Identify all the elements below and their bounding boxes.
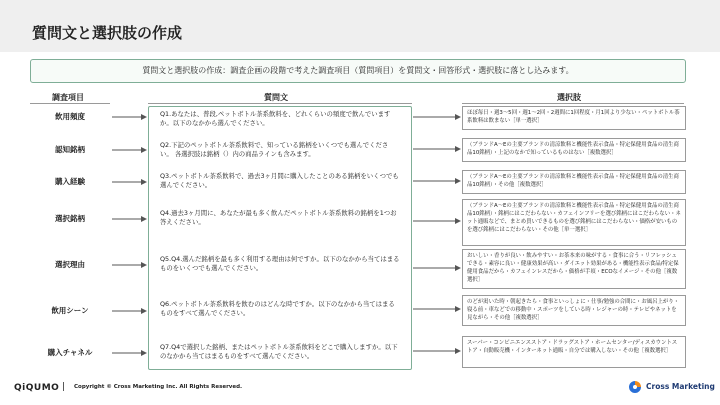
question-text: Q5.Q4.選んだ銘柄を最も多く利用する理由は何ですか。以下のなかから当てはまるものをいくつでも選んでください。 — [160, 255, 400, 272]
option-text: のどが渇いた時・朝起きたら・食事といっしょに・仕事/勉強の合間に・お風呂上がり・寝る前・車などでの移動中・スポーツをしている時・レジャーの時・テレビやネットを見ながら・その他［複数選択］ — [467, 299, 680, 321]
cross-marketing-logo-icon — [628, 380, 642, 394]
question-text: Q4.過去3ヶ月間に、あなたが最も多く飲んだペットボトル茶系飲料の銘柄を1つお答えください。 — [160, 209, 397, 226]
question-text: Q1.あなたは、普段,ペットボトル茶系飲料を、どれくらいの頻度で飲んでいますか。以下のなかから選んでください。 — [160, 110, 391, 127]
cross-marketing-wordmark: Cross Marketing — [646, 382, 715, 391]
item-label-purchase: 購入経験 — [55, 177, 85, 186]
qiqumo-logo: QiQUMO — [14, 383, 60, 393]
option-text: （ブランドA〜Eの主要ブランドの清涼飲料と機能性表示食品・特定保健用食品の清生商品10銘柄）・上記のなかで知っているものはない［複数選択］ — [467, 142, 679, 156]
summary-box: 質問文と選択肢の作成：調査企画の段階で考えた調査項目（質問項目）を質問文・回答形式・選択肢に落とし込みます。 — [30, 59, 686, 83]
item-label-scene: 飲用シーン — [51, 306, 89, 315]
question-text: Q3.ペットボトル茶系飲料で、過去3ヶ月間に購入したことのある銘柄をいくつでも選んでください。 — [160, 172, 399, 189]
copyright-text: Copyright © Cross Marketing Inc. All Rights Reserved. — [74, 384, 243, 390]
item-label-channel: 購入チャネル — [47, 348, 93, 357]
cross-marketing-logo — [628, 378, 715, 400]
question-text: Q6.ペットボトル茶系飲料を飲むのはどんな時ですか。以下のなかから当てはまるものをすべて選んでください。 — [160, 300, 395, 317]
option-text: ほぼ毎日・週3〜5回・週1〜2回・2週間に1回程度・月1回より少ない・ペットボトル茶系飲料は飲まない［単一選択］ — [467, 110, 680, 124]
question-text: Q2.下記のペットボトル茶系飲料で、知っている銘柄をいくつでも選んでください。 各選択肢は銘柄（）内の商品ラインも含みます。 — [160, 141, 389, 158]
item-label-choice: 選択銘柄 — [55, 214, 85, 223]
column-header-question: 質問文 — [264, 93, 288, 102]
item-label-frequency: 飲用頻度 — [55, 112, 85, 121]
page-title: 質問文と選択肢の作成 — [32, 24, 183, 42]
option-text: おいしい・香りが良い・飲みやすい・お茶本来の味がする・食事に合う・リフレッシュできる・素容に良い・健康効果が高い・ダイエット効果がある・機能性表示食品/特定保健用食品だから・カフェインレスだから・価格が手頃・ECOなイメージ・その他［複数選択］ — [467, 253, 679, 283]
column-header-option: 選択肢 — [557, 93, 581, 102]
option-text: スーパー・コンビニエンスストア・ドラッグストア・ホームセンター/ディスカウントストア・自動販売機・インターネット通販・自分では購入しない・その他［複数選択］ — [467, 340, 678, 354]
option-text: （ブランドA〜Eの主要ブランドの清涼飲料と機能性表示食品・特定保健用食品の清生商品10銘柄）・銘柄にはこだわらない・カフェインフリーを選び銘柄にはこだわらない・ネット通販などで、まとめ買いできるものを選び銘柄にはこだわらない・価格が安いものを選び銘柄にはこだわらない・その他［単一選択］ — [467, 203, 681, 233]
column-header-item: 調査項目 — [52, 93, 84, 102]
item-label-reason: 選択理由 — [55, 260, 85, 269]
footer-separator: | — [62, 382, 66, 392]
item-label-awareness: 認知銘柄 — [55, 145, 85, 154]
question-text: Q7.Q4で選択した銘柄、またはペットボトル茶系飲料をどこで購入しますか。以下のなかから当てはまるものをすべて選んでください。 — [160, 343, 398, 360]
option-text: （ブランドA〜Eの主要ブランドの清涼飲料と機能性表示食品・特定保健用食品の清生商品10銘柄）・その他［複数選択］ — [467, 174, 679, 188]
